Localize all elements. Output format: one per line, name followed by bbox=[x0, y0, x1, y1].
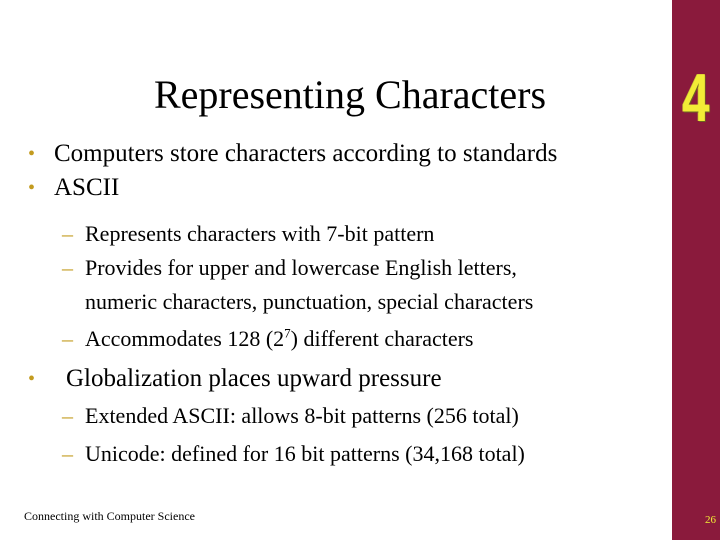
bullet-ascii: ASCII bbox=[54, 174, 120, 201]
bullet-globalization: Globalization places upward pressure bbox=[66, 365, 442, 392]
sub-bullet-unicode: Unicode: defined for 16 bit patterns (34,168 total) bbox=[85, 441, 525, 466]
bullet-marker: • bbox=[28, 143, 36, 165]
sub-bullet-extended-ascii: Extended ASCII: allows 8-bit patterns (256 total) bbox=[85, 403, 519, 428]
text-before-superscript: Accommodates 128 (2 bbox=[85, 326, 285, 351]
sub-bullet-128-characters bbox=[85, 326, 473, 352]
sub-bullet-marker: – bbox=[62, 326, 73, 351]
slide-title: Representing Characters bbox=[153, 72, 547, 117]
sub-bullet-upper-lower: Provides for upper and lowercase English letters, bbox=[85, 255, 517, 280]
sub-bullet-7bit: Represents characters with 7-bit pattern bbox=[85, 221, 435, 246]
sub-bullet-marker: – bbox=[62, 221, 73, 246]
bullet-marker: • bbox=[28, 177, 36, 199]
sub-bullet-marker: – bbox=[62, 403, 73, 428]
footer-text: Connecting with Computer Science bbox=[24, 509, 195, 523]
sub-bullet-marker: – bbox=[62, 255, 73, 280]
bullet-marker: • bbox=[28, 368, 36, 390]
text-after-superscript: ) different characters bbox=[290, 326, 474, 351]
sub-bullet-marker: – bbox=[62, 441, 73, 466]
bullet-computers-store: Computers store characters according to standards bbox=[54, 140, 558, 167]
sub-bullet-upper-lower-continuation: numeric characters, punctuation, special characters bbox=[85, 289, 534, 314]
sidebar-bar bbox=[672, 0, 720, 540]
chapter-badge: 4 bbox=[682, 60, 710, 136]
superscript-exponent: 7 bbox=[284, 325, 291, 341]
page-number: 26 bbox=[705, 514, 716, 526]
